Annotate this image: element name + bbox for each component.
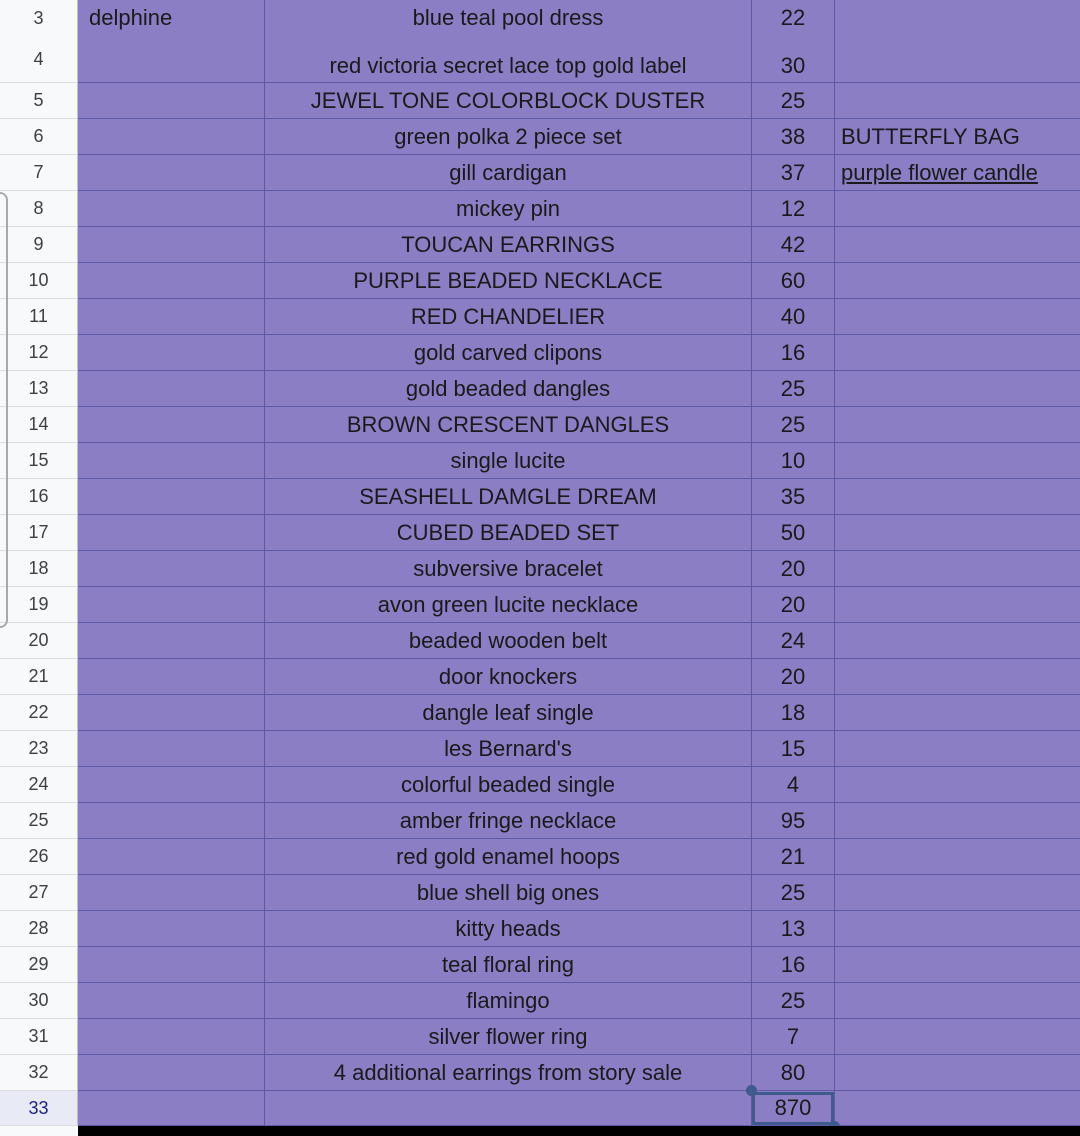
cell-price[interactable]: 25	[752, 875, 835, 911]
cell-column-a[interactable]	[78, 36, 265, 83]
cell-price[interactable]: 25	[752, 983, 835, 1019]
cell-column-a[interactable]	[78, 515, 265, 551]
table-row	[0, 695, 1080, 731]
row-number[interactable]: 21	[0, 659, 78, 695]
cell-price[interactable]: 40	[752, 299, 835, 335]
cell-item-name[interactable]: gill cardigan	[265, 155, 752, 191]
cell-item-name[interactable]: single lucite	[265, 443, 752, 479]
cell-item-name[interactable]: avon green lucite necklace	[265, 587, 752, 623]
cell-column-d[interactable]	[835, 659, 1080, 695]
table-row	[0, 443, 1080, 479]
cell-item-name[interactable]: blue shell big ones	[265, 875, 752, 911]
cell-price[interactable]: 4	[752, 767, 835, 803]
cell-item-name[interactable]: BROWN CRESCENT DANGLES	[265, 407, 752, 443]
cell-column-d[interactable]	[835, 36, 1080, 83]
selection-handle-top[interactable]	[746, 1085, 757, 1096]
cell-item-name[interactable]: green polka 2 piece set	[265, 119, 752, 155]
cell-column-d[interactable]	[835, 551, 1080, 587]
cell-price[interactable]: 24	[752, 623, 835, 659]
cell-price[interactable]: 95	[752, 803, 835, 839]
row-number[interactable]: 23	[0, 731, 78, 767]
cell-item-name[interactable]: red victoria secret lace top gold label	[265, 36, 752, 83]
table-row	[0, 1091, 1080, 1126]
row-number[interactable]: 15	[0, 443, 78, 479]
row-number[interactable]: 17	[0, 515, 78, 551]
table-row	[0, 623, 1080, 659]
cell-price[interactable]: 22	[752, 0, 835, 37]
cell-column-d[interactable]	[835, 875, 1080, 911]
cell-price[interactable]: 13	[752, 911, 835, 947]
cell-price[interactable]: 50	[752, 515, 835, 551]
cell-price[interactable]: 20	[752, 659, 835, 695]
cell-column-d[interactable]	[835, 443, 1080, 479]
cell-item-name[interactable]: door knockers	[265, 659, 752, 695]
table-row	[0, 335, 1080, 371]
cell-item-name[interactable]: CUBED BEADED SET	[265, 515, 752, 551]
table-row	[0, 0, 1080, 37]
cell-column-d[interactable]	[835, 1055, 1080, 1091]
cell-column-a[interactable]	[78, 371, 265, 407]
row-number[interactable]: 6	[0, 119, 78, 155]
cell-column-a[interactable]	[78, 263, 265, 299]
cell-column-a[interactable]	[78, 1019, 265, 1055]
cell-price[interactable]: 21	[752, 839, 835, 875]
row-number[interactable]: 25	[0, 803, 78, 839]
cell-column-a[interactable]	[78, 335, 265, 371]
cell-column-a[interactable]	[78, 731, 265, 767]
cell-column-d[interactable]	[835, 839, 1080, 875]
cell-item-name[interactable]: beaded wooden belt	[265, 623, 752, 659]
table-row	[0, 875, 1080, 911]
table-row	[0, 659, 1080, 695]
table-row	[0, 587, 1080, 623]
row-number[interactable]: 5	[0, 83, 78, 119]
cell-item-name[interactable]: silver flower ring	[265, 1019, 752, 1055]
cell-column-a[interactable]	[78, 659, 265, 695]
cell-column-a[interactable]	[78, 1055, 265, 1091]
cell-item-name[interactable]: gold carved clipons	[265, 335, 752, 371]
cell-price[interactable]: 20	[752, 551, 835, 587]
cell-item-name[interactable]: PURPLE BEADED NECKLACE	[265, 263, 752, 299]
cell-column-a[interactable]	[78, 479, 265, 515]
cell-price[interactable]: 20	[752, 587, 835, 623]
cell-item-name[interactable]: amber fringe necklace	[265, 803, 752, 839]
table-row	[0, 407, 1080, 443]
cell-item-name[interactable]: mickey pin	[265, 191, 752, 227]
cell-column-a[interactable]	[78, 443, 265, 479]
table-row	[0, 155, 1080, 191]
cell-price[interactable]: 7	[752, 1019, 835, 1055]
cell-column-d[interactable]	[835, 479, 1080, 515]
row-number[interactable]: 20	[0, 623, 78, 659]
cell-item-name[interactable]: colorful beaded single	[265, 767, 752, 803]
cell-column-a[interactable]	[78, 767, 265, 803]
row-number[interactable]: 13	[0, 371, 78, 407]
cell-column-d[interactable]	[835, 515, 1080, 551]
row-number[interactable]: 8	[0, 191, 78, 227]
cell-item-name[interactable]: red gold enamel hoops	[265, 839, 752, 875]
table-row	[0, 1019, 1080, 1055]
cell-column-a[interactable]	[78, 695, 265, 731]
cell-price[interactable]: 80	[752, 1055, 835, 1091]
cell-price[interactable]: 10	[752, 443, 835, 479]
table-row	[0, 263, 1080, 299]
table-row	[0, 803, 1080, 839]
cell-column-a[interactable]	[78, 119, 265, 155]
table-row	[0, 191, 1080, 227]
table-row	[0, 83, 1080, 119]
table-row	[0, 371, 1080, 407]
row-group-bracket[interactable]	[0, 192, 8, 628]
row-number[interactable]: 26	[0, 839, 78, 875]
table-row	[0, 947, 1080, 983]
cell-column-d[interactable]	[835, 191, 1080, 227]
cell-column-a[interactable]	[78, 623, 265, 659]
cell-column-a[interactable]	[78, 839, 265, 875]
table-row	[0, 515, 1080, 551]
row-number[interactable]: 32	[0, 1055, 78, 1091]
cell-column-a[interactable]	[78, 875, 265, 911]
row-number[interactable]: 10	[0, 263, 78, 299]
row-number[interactable]: 27	[0, 875, 78, 911]
cell-column-a[interactable]	[78, 1091, 265, 1126]
cell-item-name[interactable]: JEWEL TONE COLORBLOCK DUSTER	[265, 83, 752, 119]
cell-column-a[interactable]	[78, 551, 265, 587]
table-row	[0, 767, 1080, 803]
cell-column-d[interactable]	[835, 1091, 1080, 1126]
table-row	[0, 119, 1080, 155]
selected-cell-outline[interactable]	[752, 1092, 834, 1125]
cell-column-a[interactable]	[78, 407, 265, 443]
cell-item-name[interactable]: 4 additional earrings from story sale	[265, 1055, 752, 1091]
cell-column-d[interactable]	[835, 1019, 1080, 1055]
cell-price[interactable]: 38	[752, 119, 835, 155]
row-number[interactable]: 28	[0, 911, 78, 947]
row-number[interactable]: 24	[0, 767, 78, 803]
cell-item-name[interactable]: TOUCAN EARRINGS	[265, 227, 752, 263]
cell-column-a[interactable]	[78, 155, 265, 191]
cell-column-d[interactable]	[835, 695, 1080, 731]
cell-item-name[interactable]: RED CHANDELIER	[265, 299, 752, 335]
cell-column-d[interactable]	[835, 911, 1080, 947]
table-row	[0, 551, 1080, 587]
table-row	[0, 299, 1080, 335]
cell-item-name[interactable]: blue teal pool dress	[265, 0, 752, 37]
cell-price[interactable]: 25	[752, 83, 835, 119]
row-number[interactable]: 22	[0, 695, 78, 731]
row-number[interactable]: 7	[0, 155, 78, 191]
cell-column-a[interactable]	[78, 911, 265, 947]
cell-column-d[interactable]	[835, 947, 1080, 983]
row-number[interactable]: 11	[0, 299, 78, 335]
cell-column-d[interactable]	[835, 623, 1080, 659]
table-row	[0, 479, 1080, 515]
table-row	[0, 983, 1080, 1019]
cell-column-d[interactable]	[835, 335, 1080, 371]
cell-price[interactable]: 870	[752, 1091, 835, 1126]
cell-item-name[interactable]: SEASHELL DAMGLE DREAM	[265, 479, 752, 515]
cell-column-a[interactable]	[78, 227, 265, 263]
cell-item-name[interactable]	[265, 1091, 752, 1126]
cell-item-name[interactable]: kitty heads	[265, 911, 752, 947]
row-number[interactable]: 4	[0, 36, 78, 83]
bottom-bar	[78, 1126, 1080, 1136]
row-header-strip	[0, 1126, 78, 1136]
cell-column-d[interactable]	[835, 731, 1080, 767]
cell-column-d[interactable]	[835, 587, 1080, 623]
row-number[interactable]: 19	[0, 587, 78, 623]
cell-column-d[interactable]	[835, 0, 1080, 37]
cell-price[interactable]: 18	[752, 695, 835, 731]
cell-price[interactable]: 37	[752, 155, 835, 191]
cell-item-name[interactable]: gold beaded dangles	[265, 371, 752, 407]
cell-price[interactable]: 30	[752, 36, 835, 83]
table-row	[0, 731, 1080, 767]
row-number[interactable]: 18	[0, 551, 78, 587]
cell-item-name[interactable]: dangle leaf single	[265, 695, 752, 731]
cell-column-d[interactable]	[835, 227, 1080, 263]
cell-price[interactable]: 12	[752, 191, 835, 227]
cell-item-name[interactable]: les Bernard's	[265, 731, 752, 767]
cell-column-a[interactable]	[78, 83, 265, 119]
cell-price[interactable]: 35	[752, 479, 835, 515]
table-row	[0, 227, 1080, 263]
cell-column-d[interactable]	[835, 767, 1080, 803]
cell-item-name[interactable]: teal floral ring	[265, 947, 752, 983]
row-number[interactable]: 30	[0, 983, 78, 1019]
cell-column-d[interactable]	[835, 299, 1080, 335]
row-number[interactable]: 16	[0, 479, 78, 515]
cell-column-d[interactable]: purple flower candle	[835, 155, 1080, 191]
cell-price[interactable]: 16	[752, 947, 835, 983]
cell-price[interactable]: 15	[752, 731, 835, 767]
cell-column-d[interactable]: BUTTERFLY BAG	[835, 119, 1080, 155]
cell-column-a[interactable]: delphine	[78, 0, 265, 37]
cell-column-a[interactable]	[78, 299, 265, 335]
cell-column-a[interactable]	[78, 947, 265, 983]
row-number[interactable]: 29	[0, 947, 78, 983]
row-number[interactable]: 14	[0, 407, 78, 443]
cell-column-d[interactable]	[835, 263, 1080, 299]
cell-price[interactable]: 42	[752, 227, 835, 263]
row-number[interactable]: 9	[0, 227, 78, 263]
cell-column-a[interactable]	[78, 191, 265, 227]
table-row	[0, 1055, 1080, 1091]
cell-price[interactable]: 60	[752, 263, 835, 299]
cell-column-d[interactable]	[835, 83, 1080, 119]
cell-price[interactable]: 25	[752, 371, 835, 407]
cell-column-a[interactable]	[78, 803, 265, 839]
table-row	[0, 911, 1080, 947]
row-number[interactable]: 33	[0, 1091, 78, 1126]
row-number[interactable]: 31	[0, 1019, 78, 1055]
cell-item-name[interactable]: flamingo	[265, 983, 752, 1019]
row-number[interactable]: 12	[0, 335, 78, 371]
cell-column-d[interactable]	[835, 407, 1080, 443]
cell-item-name[interactable]: subversive bracelet	[265, 551, 752, 587]
table-row	[0, 839, 1080, 875]
cell-column-d[interactable]	[835, 803, 1080, 839]
table-row	[0, 36, 1080, 83]
row-number[interactable]: 3	[0, 0, 78, 37]
cell-column-a[interactable]	[78, 587, 265, 623]
cell-column-a[interactable]	[78, 983, 265, 1019]
cell-price[interactable]: 25	[752, 407, 835, 443]
cell-price[interactable]: 16	[752, 335, 835, 371]
cell-column-d[interactable]	[835, 983, 1080, 1019]
cell-column-d[interactable]	[835, 371, 1080, 407]
